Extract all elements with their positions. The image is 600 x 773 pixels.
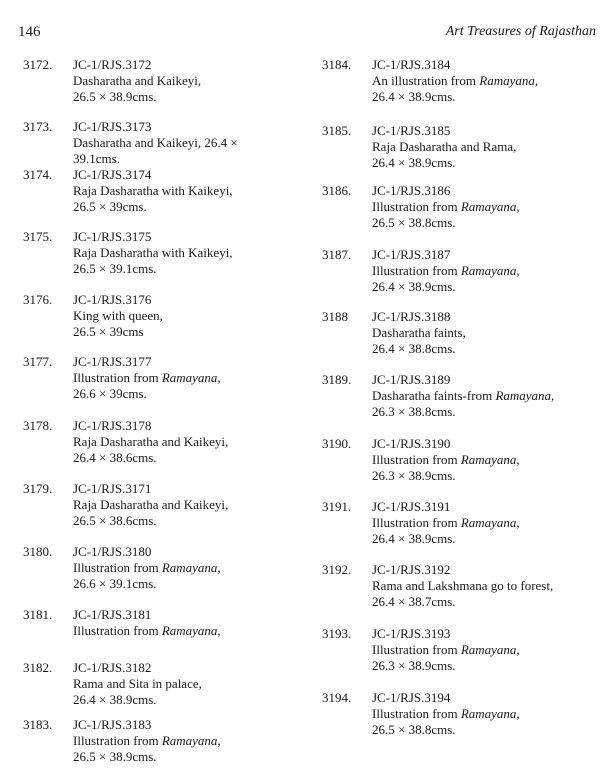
entry-dimensions: 26.5 × 39.1cms. bbox=[73, 261, 157, 276]
catalog-entry bbox=[322, 123, 592, 171]
description-text: Raja Dasharatha and Rama, bbox=[372, 139, 517, 154]
accession-code: JC-1/RJS.3175 bbox=[73, 229, 152, 244]
description-text: Dasharatha and Kaikeyi, bbox=[73, 73, 202, 88]
catalog-entry bbox=[322, 499, 592, 547]
entry-dimensions: 26.5 × 38.8cms. bbox=[372, 215, 456, 230]
entry-number: 3188 bbox=[322, 309, 348, 324]
entry-dimensions: 26.4 × 38.9cms. bbox=[372, 89, 456, 104]
entry-number: 3192. bbox=[322, 562, 352, 577]
entry-number: 3189. bbox=[322, 372, 352, 387]
entry-dimensions: 26.4 × 38.9cms. bbox=[372, 279, 456, 294]
description-text: Illustration from bbox=[372, 515, 461, 530]
accession-code: JC-1/RJS.3190 bbox=[372, 436, 451, 451]
catalog-entry bbox=[23, 167, 283, 215]
entry-dimensions: 26.5 × 38.9cms. bbox=[73, 749, 157, 764]
catalog-entry bbox=[322, 436, 592, 484]
entry-dimensions: 26.6 × 39cms. bbox=[73, 386, 147, 401]
accession-code: JC-1/RJS.3182 bbox=[73, 660, 152, 675]
description-text: Illustration from bbox=[73, 623, 162, 638]
catalog-entry bbox=[23, 660, 283, 708]
entry-number: 3187. bbox=[322, 247, 352, 262]
title-italic: Ramayana, bbox=[161, 560, 221, 575]
description-text: Dasharatha faints, bbox=[372, 325, 466, 340]
entry-number: 3176. bbox=[23, 292, 53, 307]
entry-description bbox=[73, 497, 283, 513]
catalog-entry bbox=[322, 183, 592, 231]
entry-number: 3180. bbox=[23, 544, 53, 559]
entry-description bbox=[372, 73, 592, 89]
accession-code: JC-1/RJS.3181 bbox=[73, 607, 152, 622]
description-text: Rama and Sita in palace, bbox=[73, 676, 202, 691]
accession-code: JC-1/RJS.3189 bbox=[372, 372, 451, 387]
entry-dimensions: 26.4 × 38.9cms. bbox=[372, 531, 456, 546]
catalog-entry bbox=[23, 57, 283, 105]
catalog-entry bbox=[322, 562, 592, 610]
title-italic: Ramayana, bbox=[460, 263, 520, 278]
description-text: Illustration from bbox=[73, 370, 162, 385]
entry-dimensions: 26.6 × 39.1cms. bbox=[73, 576, 157, 591]
entry-number: 3193. bbox=[322, 626, 352, 641]
entry-description bbox=[73, 135, 283, 167]
entry-description bbox=[73, 434, 283, 450]
accession-code: JC-1/RJS.3194 bbox=[372, 690, 451, 705]
catalog-entry bbox=[322, 372, 592, 420]
description-text: Dasharatha and Kaikeyi, 26.4 × 39.1cms. bbox=[73, 135, 238, 166]
entry-dimensions: 26.4 × 38.7cms. bbox=[372, 594, 456, 609]
entry-description bbox=[73, 308, 283, 324]
entry-description bbox=[372, 199, 592, 215]
description-text: Illustration from bbox=[372, 706, 461, 721]
description-text: Illustration from bbox=[372, 263, 461, 278]
description-text: Raja Dasharatha and Kaikeyi, bbox=[73, 434, 229, 449]
description-text: An illustration from bbox=[372, 73, 480, 88]
entry-dimensions: 26.3 × 38.9cms. bbox=[372, 658, 456, 673]
entry-description bbox=[372, 325, 592, 341]
entry-description bbox=[73, 733, 283, 749]
entry-number: 3194. bbox=[322, 690, 352, 705]
entry-dimensions: 26.4 × 38.9cms. bbox=[372, 155, 456, 170]
entry-description bbox=[73, 676, 283, 692]
entry-dimensions: 26.3 × 38.9cms. bbox=[372, 468, 456, 483]
entry-dimensions: 26.4 × 38.6cms. bbox=[73, 450, 157, 465]
entry-description bbox=[73, 370, 283, 386]
entry-number: 3191. bbox=[322, 499, 352, 514]
title-italic: Ramayana, bbox=[460, 515, 520, 530]
description-text: Illustration from bbox=[73, 560, 162, 575]
title-italic: Ramayana, bbox=[161, 623, 221, 638]
entry-dimensions: 26.3 × 38.8cms. bbox=[372, 404, 456, 419]
entry-number: 3178. bbox=[23, 418, 53, 433]
accession-code: JC-1/RJS.3174 bbox=[73, 167, 152, 182]
accession-code: JC-1/RJS.3176 bbox=[73, 292, 152, 307]
description-text: Illustration from bbox=[73, 733, 162, 748]
accession-code: JC-1/RJS.3177 bbox=[73, 354, 152, 369]
description-text: Illustration from bbox=[372, 452, 461, 467]
entry-dimensions: 26.4 × 38.8cms. bbox=[372, 341, 456, 356]
catalog-entry bbox=[23, 717, 283, 765]
catalog-entry bbox=[322, 247, 592, 295]
entry-description bbox=[372, 515, 592, 531]
entry-dimensions: 26.5 × 39cms bbox=[73, 324, 144, 339]
catalog-entry bbox=[23, 607, 283, 639]
entry-number: 3179. bbox=[23, 481, 53, 496]
entry-description bbox=[372, 388, 592, 404]
description-text: King with queen, bbox=[73, 308, 163, 323]
page-number: 146 bbox=[18, 24, 41, 40]
entry-dimensions: 26.5 × 38.6cms. bbox=[73, 513, 157, 528]
entry-dimensions: 26.5 × 38.8cms. bbox=[372, 722, 456, 737]
catalog-entry bbox=[23, 354, 283, 402]
description-text: Illustration from bbox=[372, 642, 461, 657]
accession-code: JC-1/RJS.3185 bbox=[372, 123, 451, 138]
entry-number: 3185. bbox=[322, 123, 352, 138]
entry-description bbox=[73, 73, 283, 89]
entry-number: 3182. bbox=[23, 660, 53, 675]
accession-code: JC-1/RJS.3172 bbox=[73, 57, 152, 72]
accession-code: JC-1/RJS.3184 bbox=[372, 57, 451, 72]
accession-code: JC-1/RJS.3173 bbox=[73, 119, 152, 134]
catalog-entry bbox=[322, 309, 592, 357]
entry-number: 3186. bbox=[322, 183, 352, 198]
entry-description bbox=[73, 183, 283, 199]
catalog-entry bbox=[23, 292, 283, 340]
title-italic: Ramayana, bbox=[161, 370, 221, 385]
accession-code: JC-1/RJS.3188 bbox=[372, 309, 451, 324]
accession-code: JC-1/RJS.3183 bbox=[73, 717, 152, 732]
description-text: Raja Dasharatha with Kaikeyi, bbox=[73, 183, 233, 198]
description-text: Illustration from bbox=[372, 199, 461, 214]
accession-code: JC-1/RJS.3178 bbox=[73, 418, 152, 433]
entry-description bbox=[372, 452, 592, 468]
title-italic: Ramayana, bbox=[460, 452, 520, 467]
catalog-entry bbox=[23, 229, 283, 277]
description-text: Raja Dasharatha and Kaikeyi, bbox=[73, 497, 229, 512]
entry-number: 3190. bbox=[322, 436, 352, 451]
entry-number: 3175. bbox=[23, 229, 53, 244]
entry-description bbox=[73, 623, 283, 639]
description-text: Dasharatha faints-from bbox=[372, 388, 496, 403]
entry-description bbox=[73, 560, 283, 576]
running-title: Art Treasures of Rajasthan bbox=[445, 24, 596, 39]
entry-description bbox=[372, 139, 592, 155]
entry-description bbox=[372, 578, 592, 594]
entry-number: 3172. bbox=[23, 57, 53, 72]
accession-code: JC-1/RJS.3187 bbox=[372, 247, 451, 262]
accession-code: JC-1/RJS.3171 bbox=[73, 481, 152, 496]
entry-description bbox=[372, 642, 592, 658]
entry-number: 3184. bbox=[322, 57, 352, 72]
accession-code: JC-1/RJS.3180 bbox=[73, 544, 152, 559]
accession-code: JC-1/RJS.3192 bbox=[372, 562, 451, 577]
entry-number: 3173. bbox=[23, 119, 53, 134]
accession-code: JC-1/RJS.3193 bbox=[372, 626, 451, 641]
entry-description bbox=[372, 263, 592, 279]
title-italic: Ramayana, bbox=[460, 706, 520, 721]
catalog-entry bbox=[23, 418, 283, 466]
description-text: Rama and Lakshmana go to forest, bbox=[372, 578, 554, 593]
title-italic: Ramayana, bbox=[479, 73, 539, 88]
entry-number: 3177. bbox=[23, 354, 53, 369]
catalog-entry bbox=[322, 57, 592, 105]
accession-code: JC-1/RJS.3191 bbox=[372, 499, 451, 514]
catalog-entry bbox=[23, 544, 283, 592]
title-italic: Ramayana, bbox=[161, 733, 221, 748]
entry-number: 3174. bbox=[23, 167, 53, 182]
catalog-entry bbox=[322, 690, 592, 738]
accession-code: JC-1/RJS.3186 bbox=[372, 183, 451, 198]
title-italic: Ramayana, bbox=[460, 199, 520, 214]
entry-number: 3181. bbox=[23, 607, 53, 622]
entry-number: 3183. bbox=[23, 717, 53, 732]
description-text: Raja Dasharatha with Kaikeyi, bbox=[73, 245, 233, 260]
entry-dimensions: 26.5 × 39cms. bbox=[73, 199, 147, 214]
entry-dimensions: 26.5 × 38.9cms. bbox=[73, 89, 157, 104]
catalog-entry bbox=[322, 626, 592, 674]
entry-description bbox=[372, 706, 592, 722]
catalog-entry bbox=[23, 119, 283, 167]
catalog-entry bbox=[23, 481, 283, 529]
title-italic: Ramayana, bbox=[460, 642, 520, 657]
entry-description bbox=[73, 245, 283, 261]
page-header bbox=[18, 24, 596, 44]
title-italic: Ramayana, bbox=[495, 388, 555, 403]
entry-dimensions: 26.4 × 38.9cms. bbox=[73, 692, 157, 707]
